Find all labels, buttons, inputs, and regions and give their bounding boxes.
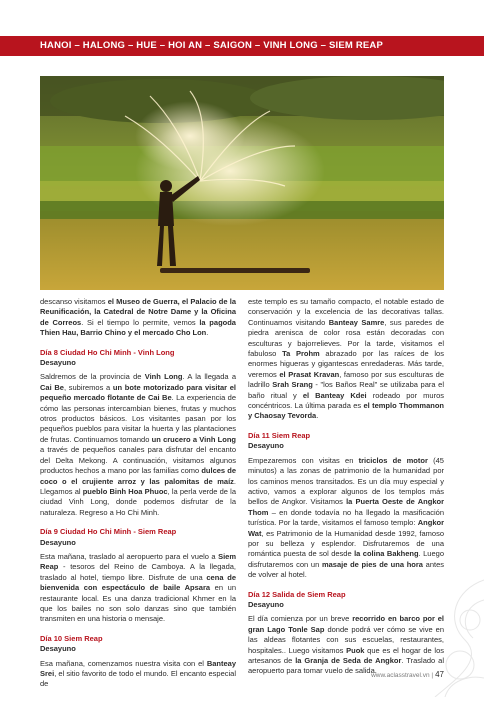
text-run: Esa mañana, comenzamos nuestra visita con el bbox=[40, 658, 207, 668]
day-12-meal: Desayuno bbox=[248, 599, 284, 609]
text-run: – en donde todavía no ha llegado la masificación turística. Por la tarde, visitamos el famoso templo: bbox=[248, 507, 444, 528]
text-run: la Puerta Oeste de Angkor Thom bbox=[248, 497, 444, 517]
text-run: . bbox=[206, 328, 209, 338]
text-run: - "los Baños Real" se utilizaba para el baño ritual y bbox=[248, 380, 444, 400]
text-run: cena de bienvenida con espectáculo de baile Apsara bbox=[40, 572, 236, 593]
page-number: 47 bbox=[435, 670, 444, 679]
text-run: triciclos de motor bbox=[358, 455, 428, 465]
day-10-title: Día 10 Siem Reap bbox=[40, 633, 103, 643]
route-title: HANOI – HALONG – HUE – HOI AN – SAIGON – VINH LONG – SIEM REAP bbox=[40, 40, 384, 51]
text-run: la Granja de Seda de Angkor bbox=[295, 656, 402, 665]
text-run: El día comienza por un breve bbox=[248, 614, 353, 624]
footer-url: www.aclasstravel.vn bbox=[371, 672, 430, 679]
day-11-meal: Desayuno bbox=[248, 441, 284, 451]
text-run: Angkor Wat bbox=[248, 518, 444, 538]
text-run: en un restaurante local. Es una danza tradicional Khmer en la que los bailes no son solo danzas sino que también transmiten en una historia o mensaje. bbox=[40, 583, 237, 624]
left-column bbox=[40, 297, 236, 699]
day-12-title: Día 12 Salida de Siem Reap bbox=[248, 589, 346, 599]
text-run: Saldremos de la provincia de bbox=[40, 372, 145, 382]
day-10-text bbox=[40, 659, 236, 690]
text-run: Cai Be bbox=[40, 382, 64, 392]
text-run: descanso visitamos bbox=[40, 297, 108, 306]
text-run: Srah Srang bbox=[272, 380, 313, 390]
text-run: donde podrá ver cómo se vive en las aldeas flotantes con sus escuelas, restaurantes, hospitales.. Luego visitamos bbox=[248, 624, 444, 655]
text-run: , es Patrimonio de la Humanidad desde 1992, famoso por su belleza y esplendor. Disfrutaremos de una romántica puesta de sol desde bbox=[248, 528, 444, 559]
text-run: a través de pequeños canales para disfrutar del encanto del Delta Mekong. A continuación, visitamos algunos productos hechos a mano por las familias como bbox=[40, 445, 236, 476]
text-run: - tesoros del Reino de Camboya. A la llegada, traslado al hotel, tiempo libre. Disfrute de una bbox=[40, 562, 236, 582]
day-8-title: Día 8 Ciudad Ho Chi Minh - Vinh Long bbox=[40, 347, 175, 357]
text-run: antes de volver al hotel. bbox=[248, 559, 444, 580]
text-run: . Llegamos al bbox=[40, 476, 236, 496]
text-run: Banteay Srei bbox=[40, 658, 236, 678]
text-run: Ta Prohm bbox=[282, 349, 320, 359]
text-run: Empezaremos con visitas en bbox=[248, 455, 359, 465]
text-run: la pagoda Thien Hau, Barrio Chino y el mercado Cho Lon bbox=[40, 317, 236, 338]
text-run: , famoso por sus esculturas de ladrillo bbox=[248, 369, 444, 390]
text-run: . La experiencia de cómo las personas intercambian bienes, frutas y muchos otros productos básicos. Los visitantes pasan por los pequeños pueblos para visitar la huerta y las plantaciones de frutas. Continuamos tomando bbox=[40, 393, 236, 444]
text-run: rodeado por muros concéntricos. La última parada es bbox=[248, 390, 444, 411]
text-run: el Museo de Guerra, el Palacio de la Reunificación, la Catedral de Notre Dame y la Oficina de Correos bbox=[40, 297, 236, 327]
text-run: Banteay Samre bbox=[328, 317, 385, 327]
day-9-title: Día 9 Ciudad Ho Chi Minh - Siem Reap bbox=[40, 527, 177, 537]
text-run: este templo es su tamaño compacto, el notable estado de conservación y la excelencia de las decorativas tallas. Continuamos visitando bbox=[248, 297, 444, 327]
day-8-text bbox=[40, 372, 236, 518]
text-run: . Luego disfrutaremos con un bbox=[248, 549, 444, 569]
cover-photo bbox=[40, 76, 444, 290]
text-run: el Prasat Kravan bbox=[279, 369, 340, 379]
route-banner bbox=[0, 36, 484, 56]
text-run: Puok bbox=[346, 645, 365, 655]
day-10-meal: Desayuno bbox=[40, 644, 76, 654]
text-run: la colina Bakheng bbox=[354, 549, 419, 559]
text-run: , el sitio favorito de todo el mundo. El encanto especial de bbox=[40, 669, 236, 689]
page-footer: www.aclasstravel.vn | 47 bbox=[371, 670, 444, 679]
text-run: (45 minutos) a las zonas de patrimonio de la humanidad por los caminos menos transitados. Es un día muy especial y activo, vamos a explorar algunos de los templos más bellos de Angkor. Visitamos bbox=[248, 455, 444, 507]
right-intro bbox=[248, 297, 444, 422]
text-run: . A la llegada a bbox=[182, 372, 236, 382]
text-run: el templo Thommanon y Chaosay Tevorda bbox=[248, 401, 444, 421]
day-9-meal: Desayuno bbox=[40, 537, 76, 547]
day-9-text bbox=[40, 552, 236, 625]
text-run: Esta mañana, traslado al aeropuerto para el vuelo a bbox=[40, 551, 219, 561]
text-run: Vinh Long bbox=[144, 372, 183, 382]
text-run: pueblo Binh Hoa Phuoc bbox=[82, 486, 168, 496]
day-11-title: Día 11 Siem Reap bbox=[248, 430, 311, 440]
text-run: Siem Reap bbox=[40, 551, 236, 572]
text-run: . bbox=[316, 411, 319, 421]
left-intro bbox=[40, 297, 236, 339]
text-run: un crucero a Vinh Long bbox=[151, 434, 236, 444]
text-run: . Traslado al aeropuerto para tomar vuelo de salida. bbox=[248, 656, 445, 676]
text-run: . Si el tiempo lo permite, vemos bbox=[81, 317, 200, 327]
text-run: dulces de coco o el crujiente arroz y las palomitas de maíz bbox=[40, 466, 236, 486]
text-run: , la perla verde de la ciudad Vinh Long, donde podemos disfrutar de la naturaleza. Regreso a Ho Chi Minh. bbox=[40, 486, 236, 517]
text-run: recorrido en barco por el gran Lago Tonle Sap bbox=[248, 614, 444, 634]
text-run: el Banteay Kdei bbox=[302, 390, 367, 400]
text-run: , subiremos a bbox=[63, 382, 113, 392]
text-run: abrazado por las raíces de los enormes higueras y gigantescas enredaderas. Más tarde, veremos bbox=[248, 349, 444, 379]
text-run: , sus paredes de piedra arenisca de color rosa están decoradas con esculturas y bajorrelieves. Por la tarde, visitamos el fabuloso bbox=[248, 317, 444, 359]
text-run: masaje de pies de una hora bbox=[321, 559, 423, 569]
text-run: un bote motorizado para visitar el pequeño mercado flotante de Cai Be bbox=[40, 382, 237, 403]
text-run: que es el hogar de los artesanos de bbox=[248, 645, 444, 665]
day-8-meal: Desayuno bbox=[40, 358, 76, 368]
